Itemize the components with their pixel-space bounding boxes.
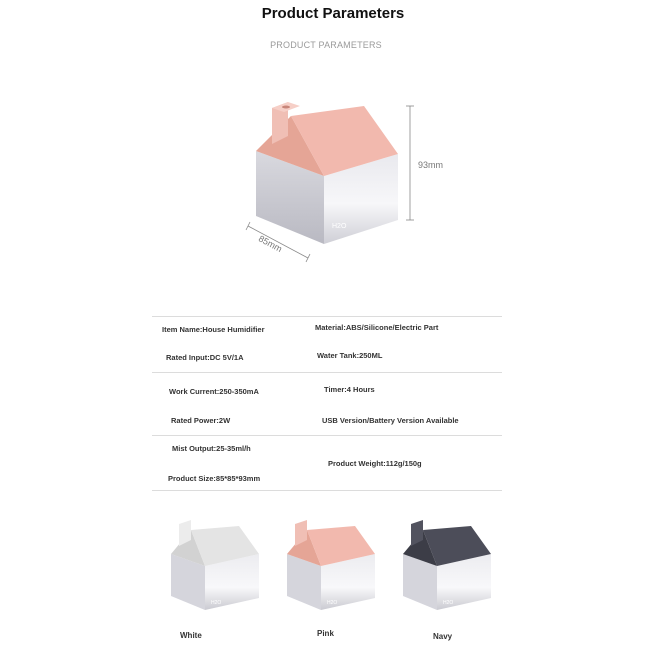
spec-material: Material:ABS/Silicone/Electric Part [315,323,439,332]
spec-work-current: Work Current:250-350mA [169,387,259,396]
page-title: Product Parameters [261,5,405,22]
variant-navy-image [397,518,497,613]
variant-white-image [165,518,265,613]
variant-label-white: White [180,631,202,640]
hero-display-label: H2O [332,223,347,230]
spec-product-size: Product Size:85*85*93mm [168,474,261,483]
spec-versions: USB Version/Battery Version Available [322,416,459,425]
variant-label-navy: Navy [433,632,453,641]
svg-text:H2O: H2O [327,600,338,606]
spec-water-tank: Water Tank:250ML [317,351,383,360]
variant-label-pink: Pink [317,629,334,638]
svg-text:H2O: H2O [443,600,454,606]
hero-width-label: 85mm [256,233,284,254]
spec-rated-input: Rated Input:DC 5V/1A [166,353,244,362]
spec-timer: Timer:4 Hours [324,385,375,394]
spec-mist-output: Mist Output:25-35ml/h [172,444,251,453]
variant-pink-image [281,518,381,613]
spec-rule-top [152,316,502,317]
spec-rule-mid-1 [152,372,502,373]
spec-rule-bottom [152,490,502,491]
svg-text:H2O: H2O [211,600,222,606]
spec-rule-mid-2 [152,435,502,436]
spec-rated-power: Rated Power:2W [171,416,231,425]
hero-product-image [236,96,456,271]
spec-item-name: Item Name:House Humidifier [162,325,265,334]
hero-height-label: 93mm [418,160,444,170]
spec-product-weight: Product Weight:112g/150g [328,459,422,468]
page-subtitle: PRODUCT PARAMETERS [270,40,382,50]
